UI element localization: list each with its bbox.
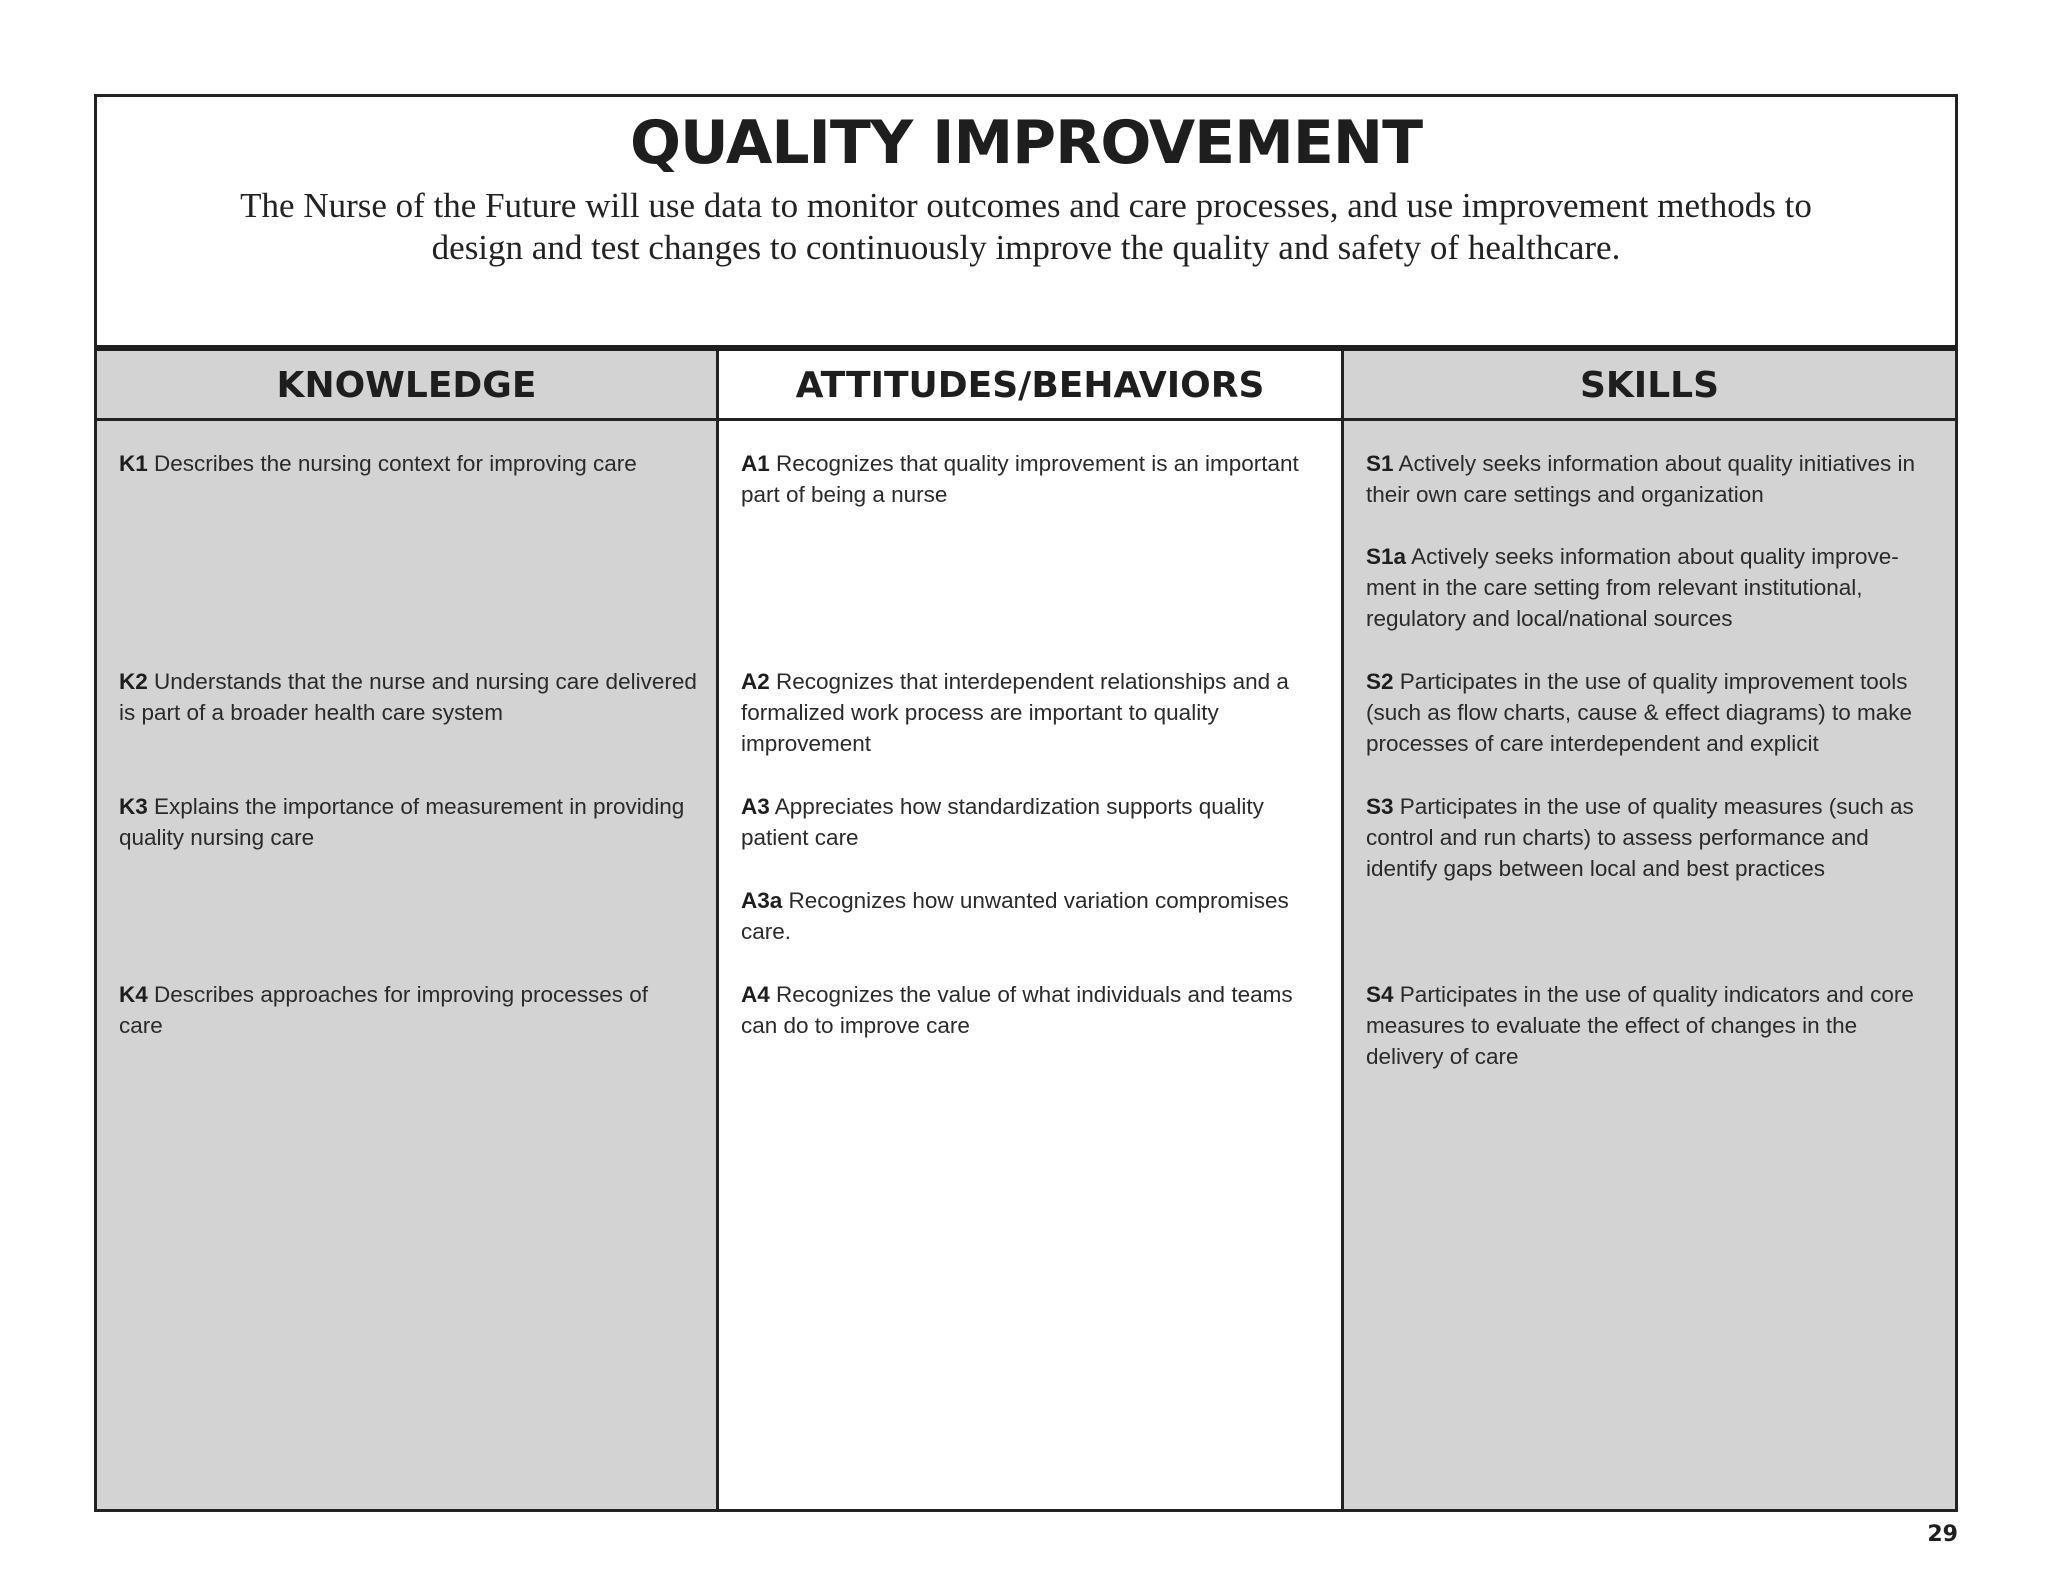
item-text: Understands that the nurse and nursing care delivered is part of a broader health care system (119, 669, 697, 725)
item-code: K2 (119, 669, 148, 694)
item-code: S4 (1366, 982, 1394, 1007)
item-code: K1 (119, 451, 148, 476)
skills-item-s1a (1366, 541, 1937, 634)
item-code: S2 (1366, 669, 1394, 694)
item-text: Actively seeks information about quality improve-ment in the care setting from relevant institutional, regulatory and local/national sources (1366, 544, 1899, 631)
item-code: A3 (741, 794, 770, 819)
knowledge-item-k2 (119, 666, 698, 728)
page-number: 29 (1927, 1522, 1958, 1547)
item-text: Recognizes the value of what individuals and teams can do to improve care (741, 982, 1293, 1038)
page-subtitle: The Nurse of the Future will use data to monitor outcomes and care processes, and use improvement methods to design and test changes to continuously improve the quality and safety of healthcare. (240, 186, 1812, 267)
item-text: Recognizes how unwanted variation compromises care. (741, 888, 1289, 944)
attitudes-heading: ATTITUDES/BEHAVIORS (719, 351, 1341, 421)
attitudes-item-a2 (741, 666, 1323, 759)
item-text: Participates in the use of quality indicators and core measures to evaluate the effect of changes in the delivery of care (1366, 982, 1914, 1069)
table-header (97, 97, 1955, 345)
skills-column (1344, 351, 1955, 1509)
knowledge-heading: KNOWLEDGE (97, 351, 716, 421)
item-text: Describes approaches for improving processes of care (119, 982, 649, 1038)
item-code: A3a (741, 888, 783, 913)
knowledge-item-k1 (119, 448, 698, 479)
attitudes-item-a1 (741, 448, 1323, 510)
item-text: Describes the nursing context for improving care (154, 451, 637, 476)
knowledge-column (97, 351, 719, 1509)
item-code: K3 (119, 794, 148, 819)
item-text: Recognizes that quality improvement is an important part of being a nurse (741, 451, 1299, 507)
knowledge-item-k4 (119, 979, 698, 1041)
skills-heading: SKILLS (1344, 351, 1955, 421)
item-code: S1 (1366, 451, 1394, 476)
attitudes-column (719, 351, 1344, 1509)
skills-item-s2 (1366, 666, 1937, 759)
skills-item-s3 (1366, 791, 1937, 884)
knowledge-item-k3 (119, 791, 698, 853)
page-title: QUALITY IMPROVEMENT (630, 108, 1422, 178)
item-text: Participates in the use of quality measures (such as control and run charts) to assess performance and identify gaps between local and best practices (1366, 794, 1914, 881)
item-code: S3 (1366, 794, 1394, 819)
item-text: Recognizes that interdependent relationships and a formalized work process are important to quality improvement (741, 669, 1289, 756)
item-text: Appreciates how standardization supports quality patient care (741, 794, 1264, 850)
item-code: A1 (741, 451, 770, 476)
item-text: Explains the importance of measurement in providing quality nursing care (119, 794, 685, 850)
item-code: K4 (119, 982, 148, 1007)
attitudes-item-a3a (741, 885, 1323, 947)
skills-item-s1 (1366, 448, 1937, 510)
attitudes-item-a3 (741, 791, 1323, 853)
item-text: Actively seeks information about quality initiatives in their own care settings and organization (1366, 451, 1916, 507)
item-code: A2 (741, 669, 770, 694)
attitudes-item-a4 (741, 979, 1323, 1041)
item-code: S1a (1366, 544, 1407, 569)
item-text: Participates in the use of quality improvement tools (such as flow charts, cause & effect diagrams) to make processes of care interdependent and explicit (1366, 669, 1913, 756)
item-code: A4 (741, 982, 770, 1007)
competency-table (94, 94, 1958, 1512)
skills-item-s4 (1366, 979, 1937, 1072)
